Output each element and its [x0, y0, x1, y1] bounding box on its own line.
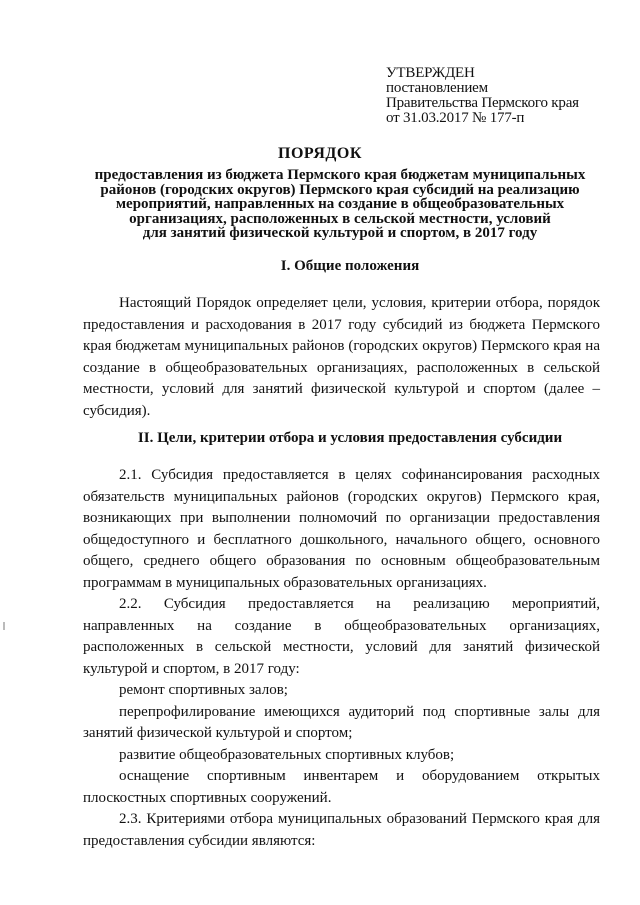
- clause-2-2: 2.2. Субсидия предоставляется на реализацию мероприятий, направленных на создание в общеобразовательных организациях, расположенных в сельской местности, условий для занятий физической культурой и спортом, в 2017 году:: [83, 596, 600, 677]
- subtitle-line: для занятий физической культурой и спортом, в 2017 году: [142, 225, 538, 241]
- clause-2-3: 2.3. Критериями отбора муниципальных образований Пермского края для предоставления субсидии являются:: [83, 811, 600, 849]
- list-item: оснащение спортивным инвентарем и оборудованием открытых плоскостных спортивных сооружений.: [83, 768, 600, 806]
- approval-line: постановлением: [386, 80, 488, 96]
- subtitle-line: мероприятий, направленных на создание в общеобразовательных: [115, 196, 565, 212]
- approval-stamp: [386, 66, 579, 126]
- subtitle-line: предоставления из бюджета Пермского края бюджетам муниципальных: [94, 167, 586, 183]
- approval-line: Правительства Пермского края: [386, 95, 579, 111]
- document-subtitle: [80, 168, 600, 241]
- subtitle-line: организациях, расположенных в сельской местности, условий: [129, 210, 551, 227]
- list-item: развитие общеобразовательных спортивных клубов;: [119, 746, 455, 763]
- approval-line: от 31.03.2017 № 177-п: [386, 110, 525, 126]
- section-2-body: [83, 465, 600, 852]
- document-title: ПОРЯДОК: [278, 145, 362, 162]
- approval-line: УТВЕРЖДЕН: [386, 65, 475, 81]
- list-item: ремонт спортивных залов;: [119, 682, 288, 698]
- general-provisions-paragraph: Настоящий Порядок определяет цели, условия, критерии отбора, порядок предоставления и расходования в 2017 году субсидий из бюджета Пермского края бюджетам муниципальных районов (городских округов) Пермского края на создание в общеобразовательных организациях, расположенных в сельской местности, условий для занятий физической культурой и спортом (далее – субсидия).: [83, 295, 600, 419]
- subtitle-line: районов (городских округов) Пермского края субсидий на реализацию: [100, 181, 580, 198]
- scan-edge-mark: [3, 622, 5, 630]
- clause-2-1: 2.1. Субсидия предоставляется в целях софинансирования расходных обязательств муниципальных районов (городских округов) Пермского края, возникающих при выполнении полномочий по организации предоставления общедоступного и бесплатного дошкольного, начального общего, основного общего, среднего общего образования по основным общеобразовательным программам в муниципальных образовательных организациях.: [83, 467, 600, 591]
- section-1-heading: I. Общие положения: [280, 258, 420, 274]
- section-1-body: [83, 293, 600, 422]
- section-2-heading: II. Цели, критерии отбора и условия предоставления субсидии: [137, 430, 563, 446]
- list-item: перепрофилирование имеющихся аудиторий под спортивные залы для занятий физической культурой и спортом;: [83, 703, 600, 741]
